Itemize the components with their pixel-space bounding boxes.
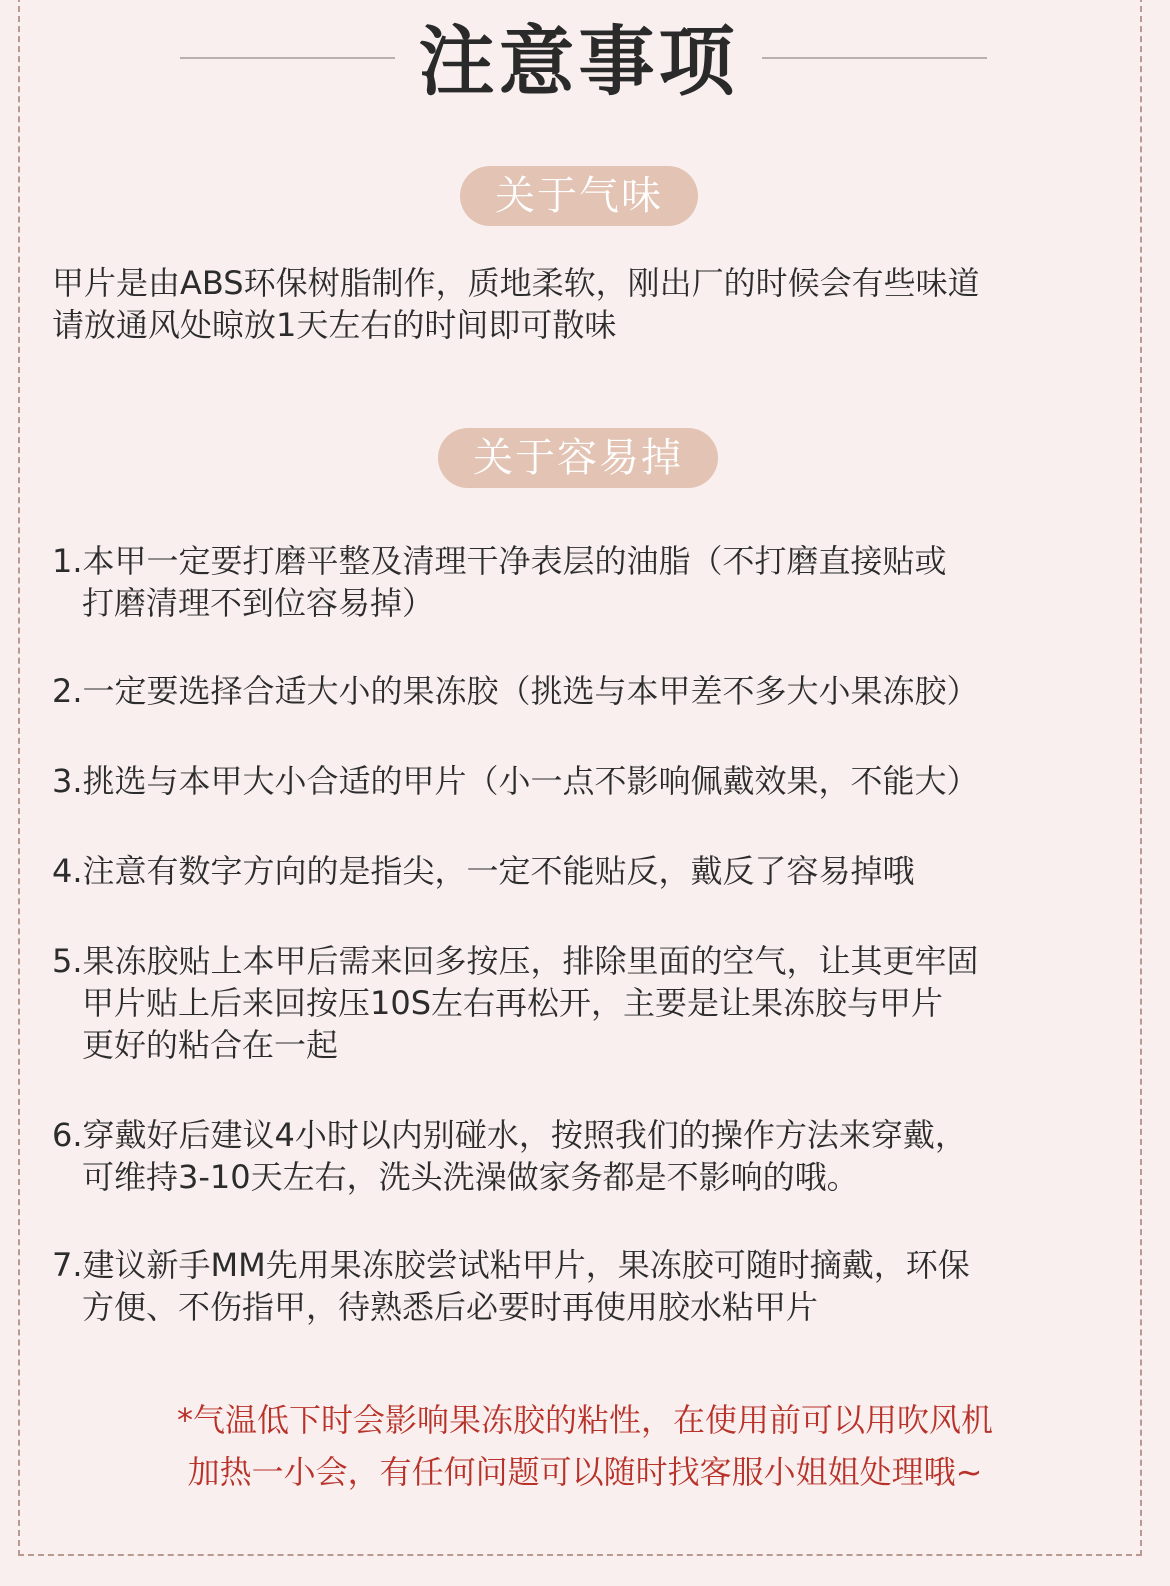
list-item-1 [52,540,1132,624]
list-item-line: 更好的粘合在一起 [82,1026,339,1064]
section-heading-smell: 关于气味 [460,166,698,226]
title-row [0,0,1170,120]
smell-paragraph [52,262,1132,346]
list-item-line: 方便、不伤指甲，待熟悉后必要时再使用胶水粘甲片 [82,1288,819,1326]
warning-note [0,1394,1170,1498]
list-item-line: 4.注意有数字方向的是指尖，一定不能贴反，戴反了容易掉哦 [52,852,915,890]
list-item-line: 6.穿戴好后建议4小时以内别碰水，按照我们的操作方法来穿戴， [52,1116,967,1154]
list-item-line: 2.一定要选择合适大小的果冻胶（挑选与本甲差不多大小果冻胶） [52,672,979,710]
list-item-line: 3.挑选与本甲大小合适的甲片（小一点不影响佩戴效果，不能大） [52,762,979,800]
list-item-line: 甲片贴上后来回按压10S左右再松开，主要是让果冻胶与甲片 [82,984,944,1022]
list-item-5 [52,940,1132,1066]
list-item-line: 7.建议新手MM先用果冻胶尝试粘甲片，果冻胶可随时摘戴，环保 [52,1246,970,1284]
section-heading-falling-off: 关于容易掉 [438,428,718,488]
warning-note-line: *气温低下时会影响果冻胶的粘性，在使用前可以用吹风机 [176,1401,993,1439]
list-item-3 [52,760,1132,802]
warning-note-line: 加热一小会，有任何问题可以随时找客服小姐姐处理哦~ [187,1453,983,1491]
list-item-line: 打磨清理不到位容易掉） [82,584,435,622]
page-title: 注意事项 [418,17,739,106]
list-item-6 [52,1114,1132,1198]
list-item-7 [52,1244,1132,1328]
title-divider-left [180,57,395,59]
smell-line: 请放通风处晾放1天左右的时间即可散味 [52,306,617,344]
title-divider-right [762,57,987,59]
list-item-4 [52,850,1132,892]
smell-line: 甲片是由ABS环保树脂制作，质地柔软，刚出厂的时候会有些味道 [52,264,980,302]
list-item-line: 可维持3-10天左右，洗头洗澡做家务都是不影响的哦。 [82,1158,859,1196]
list-item-2 [52,670,1132,712]
list-item-line: 5.果冻胶贴上本甲后需来回多按压，排除里面的空气，让其更牢固 [52,942,979,980]
list-item-line: 1.本甲一定要打磨平整及清理干净表层的油脂（不打磨直接贴或 [52,542,947,580]
